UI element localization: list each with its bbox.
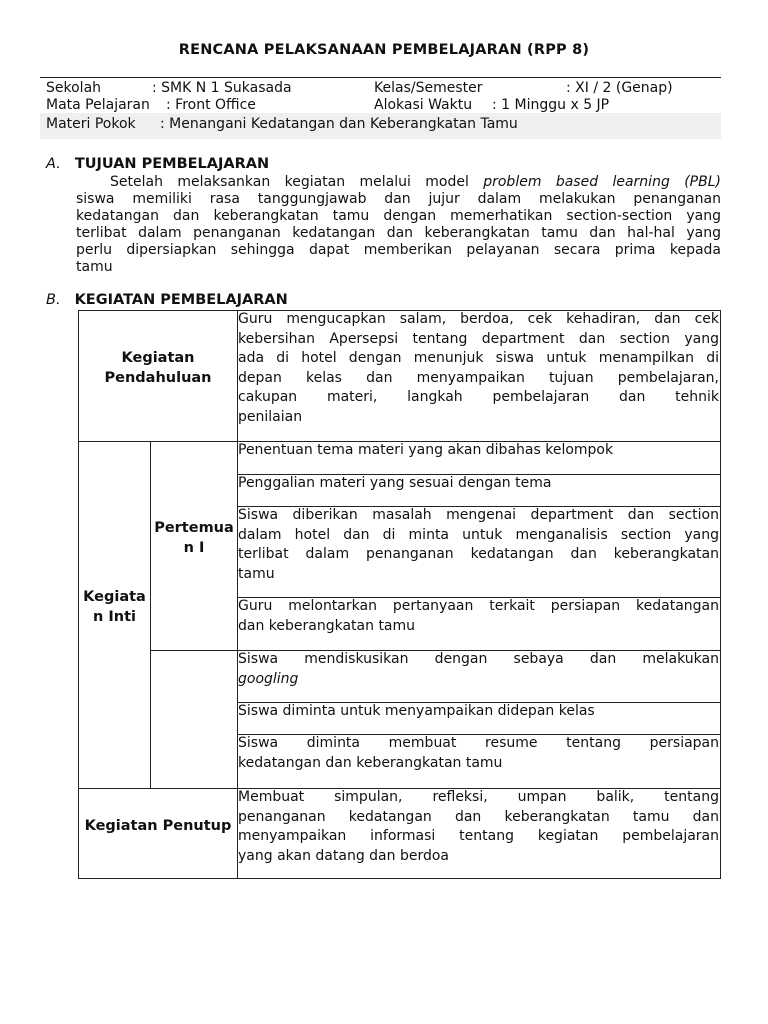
p2-row-3: Siswa diminta membuat resume tentang persiapan kedatangan dan keberangkatan tamu: [238, 735, 719, 771]
section-b-heading: [46, 292, 288, 308]
pertemuan-1-label: Pertemua n I: [154, 520, 234, 556]
p1-row-2: Penggalian materi yang sesuai dengan tema: [238, 475, 552, 491]
sekolah-value: : SMK N 1 Sukasada: [152, 80, 292, 96]
p2-row-1: Siswa mendiskusikan dengan sebaya dan melakukan googling: [238, 651, 719, 687]
section-a-title: TUJUAN PEMBELAJARAN: [74, 156, 270, 172]
p1-row-3: Siswa diberikan masalah mengenai department dan section dalam hotel dan di minta untuk menganalisis section yang terlibat dalam penanganan kedatangan dan keberangkatan tamu: [238, 507, 719, 582]
p1-row-4: Guru melontarkan pertanyaan terkait persiapan kedatangan dan keberangkatan tamu: [238, 598, 719, 634]
pendahuluan-label: Kegiatan Pendahuluan: [104, 350, 212, 386]
section-b-title: KEGIATAN PEMBELAJARAN: [74, 292, 288, 308]
section-a-heading: [46, 156, 269, 172]
para-line-3: kedatangan dan keberangkatan tamu dengan memerhatikan section-section yang: [76, 208, 721, 224]
alokasi-value: : 1 Minggu x 5 JP: [492, 97, 610, 113]
section-a-number: A.: [46, 156, 61, 172]
p1-row-1: Penentuan tema materi yang akan dibahas kelompok: [238, 442, 614, 458]
mapel-value: : Front Office: [166, 97, 256, 113]
penutup-cell: Membuat simpulan, refleksi, umpan balik, tentang penanganan kedatangan dan keberangkatan tamu dan menyampaikan informasi tentang kegiatan pembelajaran yang akan datang dan berdoa: [238, 789, 719, 864]
penutup-label: Kegiatan Penutup: [84, 818, 232, 834]
para-line-5: perlu dipersiapkan sehingga dapat memberikan pelayanan secara prima kepada: [76, 242, 721, 258]
info-row-sekolah: [40, 79, 721, 97]
kelas-label: Kelas/Semester: [374, 80, 483, 96]
pendahuluan-cell: Guru mengucapkan salam, berdoa, cek kehadiran, dan cek kebersihan Apersepsi tentang department dan section yang ada di hotel dengan menunjuk siswa untuk menampilkan di depan kelas dan menyampaikan tujuan pembelajaran, cakupan materi, langkah pembelajaran dan tehnik penilaian: [238, 311, 719, 425]
document-title: RENCANA PELAKSANAAN PEMBELAJARAN (RPP 8): [178, 42, 590, 58]
materi-value: : Menangani Kedatangan dan Keberangkatan Tamu: [160, 116, 518, 132]
para-line-2: siswa memiliki rasa tanggungjawab dan jujur dalam melakukan penanganan: [76, 191, 721, 207]
materi-label: Materi Pokok: [46, 116, 136, 132]
para-line-6: tamu: [76, 259, 113, 275]
alokasi-label: Alokasi Waktu: [374, 97, 473, 113]
mapel-label: Mata Pelajaran: [46, 97, 150, 113]
info-row-materi: [40, 113, 721, 139]
info-row-mapel: [40, 96, 721, 114]
sekolah-label: Sekolah: [46, 80, 102, 96]
kelas-value: : XI / 2 (Genap): [566, 80, 673, 96]
section-b-number: B.: [46, 292, 61, 308]
section-a-paragraph: [76, 174, 721, 276]
para-line-1: Setelah melaksankan kegiatan melalui model problem based learning (PBL): [110, 174, 721, 190]
para-line-4: terlibat dalam penanganan kedatangan dan keberangkatan tamu dan hal-hal yang: [76, 225, 721, 241]
inti-label: Kegiata n Inti: [83, 589, 146, 625]
p2-row-2: Siswa diminta untuk menyampaikan didepan kelas: [238, 703, 595, 719]
header-divider: [40, 77, 721, 78]
col-divider-inti: [150, 441, 151, 788]
